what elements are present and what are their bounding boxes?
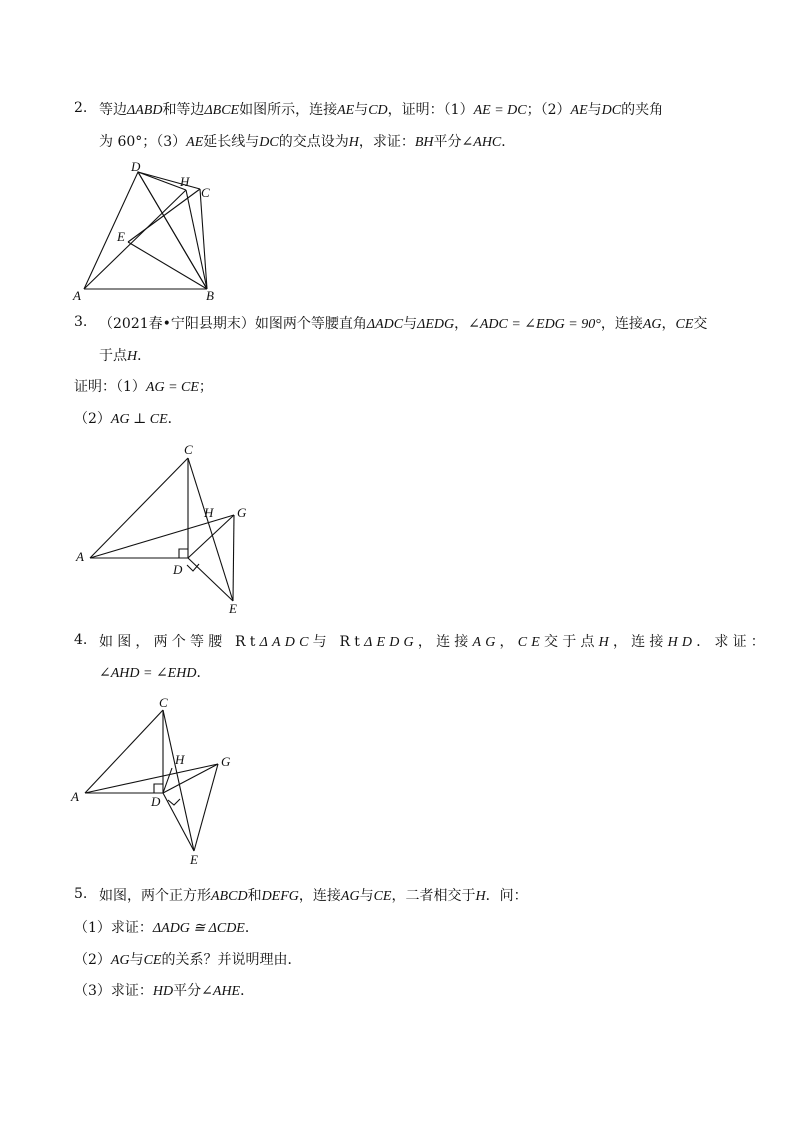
q2-label-b: B xyxy=(206,288,214,303)
q5-line-1: 如图，两个正方形ABCD和DEFG，连接AG与CE，二者相交于H．问： xyxy=(99,888,528,904)
q3-number: 3. xyxy=(74,314,88,330)
q3-label-a: A xyxy=(76,549,84,564)
q5-line-2: （1）求证：ΔADG ≅ ΔCDE． xyxy=(74,920,259,936)
q2-label-a: A xyxy=(73,288,81,303)
q4-label-h: H xyxy=(175,752,185,767)
q4-right-angle-adc xyxy=(154,784,163,793)
q5-line-3: （2）AG与CE的关系？并说明理由． xyxy=(74,952,302,968)
q2-label-h: H xyxy=(180,174,190,189)
q3-line-4: （2）AG ⊥ CE． xyxy=(74,411,182,427)
q2-line-2: 为 60°；（3）AE延长线与DC的交点设为H，求证：BH平分∠AHC． xyxy=(99,134,516,150)
q4-label-c: C xyxy=(159,695,168,710)
q3-label-d: D xyxy=(173,562,183,577)
q3-label-h: H xyxy=(204,505,214,520)
q5-number: 5. xyxy=(74,886,88,902)
q4-label-d: D xyxy=(151,794,161,809)
q5-line-4: （3）求证：HD平分∠AHE． xyxy=(74,983,255,999)
q4-line-1: 如图，两个等腰 RtΔADC与 RtΔEDG，连接AG，CE交于点H，连接HD．求证： xyxy=(99,634,770,650)
q3-line-2: 于点H． xyxy=(99,348,152,364)
q4-label-a: A xyxy=(71,789,79,804)
q4-line-2: ∠AHD = ∠EHD． xyxy=(99,665,211,681)
q3-label-e: E xyxy=(229,601,237,616)
q2-line-1: 等边ΔABD和等边ΔBCE如图所示，连接AE与CD，证明：（1）AE = DC；（2）AE与DC的夹角 xyxy=(99,102,664,118)
q2-number: 2. xyxy=(74,100,88,116)
q4-number: 4. xyxy=(74,632,88,648)
q3-line-1: （2021春•宁阳县期末）如图两个等腰直角ΔADC与ΔEDG，∠ADC = ∠EDG = 90°，连接AG，CE交 xyxy=(99,316,708,332)
q3-line-3: 证明：（1）AG = CE； xyxy=(74,379,213,395)
q3-label-c: C xyxy=(184,442,193,457)
q4-label-g: G xyxy=(221,754,231,769)
q3-label-g: G xyxy=(237,505,247,520)
q2-label-e: E xyxy=(117,229,125,244)
q2-label-c: C xyxy=(201,185,210,200)
q4-right-angle-edg xyxy=(168,799,180,805)
q2-label-d: D xyxy=(131,159,141,174)
q4-label-e: E xyxy=(190,852,198,867)
